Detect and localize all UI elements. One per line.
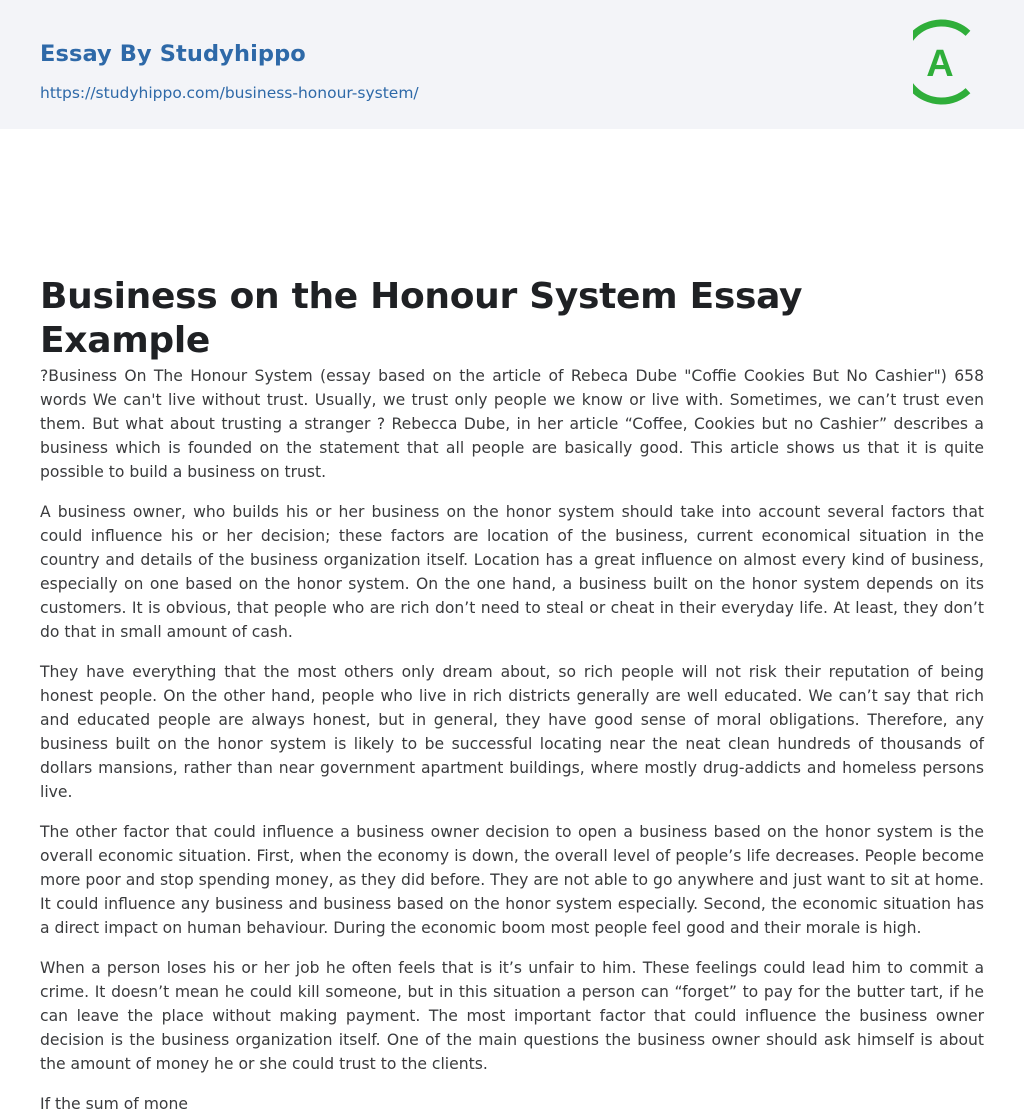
paragraph: When a person loses his or her job he often feels that is it’s unfair to him. These feelings could lead him to commit a crime. It doesn’t mean he could kill someone, but in this situation a person can “forget” to pay for the butter tart, if he can leave the place without making payment. The most important factor that could influence the business owner decision is the business organization itself. One of the main questions the business owner should ask himself is about the amount of money he or she could trust to the clients. <box>40 959 984 1073</box>
page-title: Business on the Honour System Essay Example <box>40 276 803 361</box>
essay-url-link[interactable]: https://studyhippo.com/business-honour-system/ <box>40 84 419 102</box>
logo-letter: A <box>926 43 954 85</box>
paragraph: ?Business On The Honour System (essay based on the article of Rebeca Dube "Coffie Cookies But No Cashier") 658 words We can't live without trust. Usually, we trust only people we know or live with. Sometimes, we can’t trust even them. But what about trusting a stranger ? Rebecca Dube, in her article “Coffee, Cookies but no Cashier” describes a business which is founded on the statement that all people are basically good. This article shows us that it is quite possible to build a business on trust. <box>40 367 984 481</box>
paragraph: The other factor that could influence a business owner decision to open a business based on the honor system is the overall economic situation. First, when the economy is down, the overall level of people’s life decreases. People become more poor and stop spending money, as they did before. They are not able to go anywhere and just want to sit at home. It could influence any business and business based on the honor system especially. Second, the economic situation has a direct impact on human behaviour. During the economic boom most people feel good and their morale is high. <box>40 823 984 937</box>
paragraph: They have everything that the most others only dream about, so rich people will not risk their reputation of being honest people. On the other hand, people who live in rich districts generally are well educated. We can’t say that rich and educated people are always honest, but in general, they have good sense of moral obligations. Therefore, any business built on the honor system is likely to be successful locating near the neat clean hundreds of thousands of dollars mansions, rather than near government apartment buildings, where mostly drug-addicts and homeless persons live. <box>40 663 984 801</box>
paragraph-truncated: If the sum of mone <box>40 1095 188 1113</box>
paragraph: A business owner, who builds his or her business on the honor system should take into account several factors that could influence his or her decision; these factors are location of the business, current economical situation in the country and details of the business organization itself. Location has a great influence on almost every kind of business, especially on one based on the honor system. On the one hand, a business built on the honor system depends on its customers. It is obvious, that people who are rich don’t need to steal or cheat in their everyday life. At least, they don’t do that in small amount of cash. <box>40 503 984 641</box>
brand-title[interactable]: Essay By Studyhippo <box>40 41 306 67</box>
article-body <box>40 364 984 1116</box>
site-header <box>0 0 1024 129</box>
studyhippo-logo-icon[interactable] <box>913 18 987 106</box>
article <box>0 129 1024 1116</box>
